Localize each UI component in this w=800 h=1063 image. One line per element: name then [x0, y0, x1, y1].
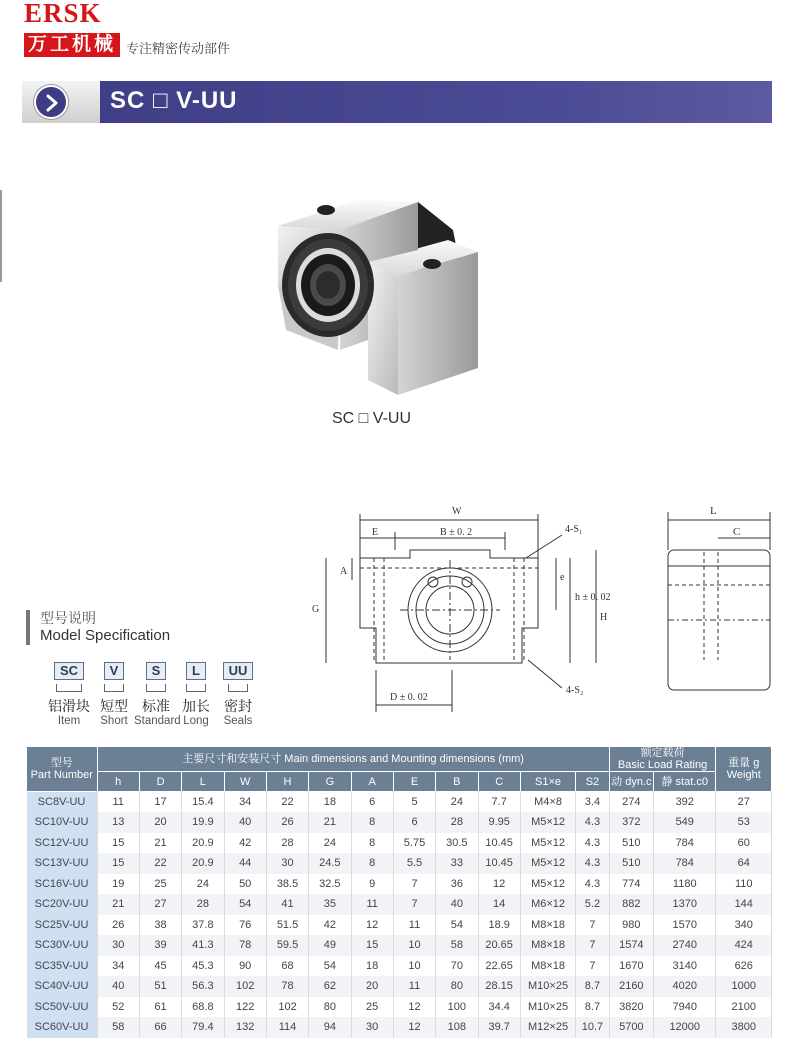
spec-code: UU [223, 662, 254, 680]
table-cell: 40 [97, 976, 139, 997]
spec-en: Standard [134, 715, 181, 727]
table-cell: 21 [309, 812, 351, 833]
table-cell: 25 [139, 874, 181, 895]
table-row [27, 853, 772, 874]
table-cell: 15 [97, 853, 139, 874]
table-row [27, 1017, 772, 1038]
table-cell: 1180 [654, 874, 716, 895]
dim-label-w: W [452, 506, 462, 517]
column-header: A [351, 772, 393, 792]
model-spec-heading-en: Model Specification [40, 627, 171, 644]
table-cell: 114 [266, 1017, 308, 1038]
table-cell: M12×25 [520, 1017, 575, 1038]
table-cell: 6 [351, 792, 393, 813]
part-number-cell: SC16V-UU [27, 874, 98, 895]
table-cell: 24 [436, 792, 478, 813]
product-caption: SC □ V-UU [332, 410, 412, 427]
table-cell: 14 [478, 894, 520, 915]
table-cell: 30.5 [436, 833, 478, 854]
part-number-cell: SC60V-UU [27, 1017, 98, 1038]
divider [0, 190, 2, 282]
table-cell: 20 [139, 812, 181, 833]
table-cell: 4.3 [576, 812, 609, 833]
table-row [27, 915, 772, 936]
spec-item-uu [220, 662, 256, 727]
table-cell: 13 [97, 812, 139, 833]
table-cell: 44 [224, 853, 266, 874]
column-header: H [266, 772, 308, 792]
table-cell: 59.5 [266, 935, 308, 956]
table-cell: 774 [609, 874, 653, 895]
table-cell: 79.4 [182, 1017, 224, 1038]
table-cell: 28.15 [478, 976, 520, 997]
table-cell: 108 [436, 1017, 478, 1038]
weight-header-cn: 重量 g [728, 757, 760, 769]
table-cell: M5×12 [520, 812, 575, 833]
table-row [27, 833, 772, 854]
spec-en: Short [100, 715, 128, 727]
table-cell: 20.9 [182, 833, 224, 854]
table-cell: 28 [266, 833, 308, 854]
dim-label-h: h ± 0. 02 [575, 592, 611, 603]
arrow-right-icon [34, 85, 68, 119]
page-title: SC □ V-UU [110, 87, 238, 114]
part-number-cell: SC35V-UU [27, 956, 98, 977]
spec-bracket [56, 684, 82, 692]
table-cell: 9.95 [478, 812, 520, 833]
table-cell: 5 [393, 792, 435, 813]
table-cell: 78 [266, 976, 308, 997]
table-cell: 12 [393, 997, 435, 1018]
table-cell: 3.4 [576, 792, 609, 813]
table-cell: 34.4 [478, 997, 520, 1018]
dim-label-s2: 4-S₂ [566, 685, 584, 696]
table-cell: 41.3 [182, 935, 224, 956]
table-cell: 53 [716, 812, 772, 833]
table-row [27, 976, 772, 997]
table-cell: 392 [654, 792, 716, 813]
side-view-drawing [660, 500, 780, 700]
table-cell: 1370 [654, 894, 716, 915]
table-cell: 35 [309, 894, 351, 915]
part-number-cell: SC50V-UU [27, 997, 98, 1018]
table-cell: 784 [654, 853, 716, 874]
table-cell: 38 [139, 915, 181, 936]
model-spec-heading-cn: 型号说明 [40, 610, 96, 626]
spec-bracket [104, 684, 124, 692]
table-cell: M10×25 [520, 976, 575, 997]
table-cell: 4020 [654, 976, 716, 997]
table-cell: 4.3 [576, 853, 609, 874]
dim-label-l: L [710, 505, 717, 517]
table-cell: 50 [224, 874, 266, 895]
table-cell: 7940 [654, 997, 716, 1018]
table-cell: M6×12 [520, 894, 575, 915]
part-number-cell: SC20V-UU [27, 894, 98, 915]
table-cell: M5×12 [520, 833, 575, 854]
table-cell: 510 [609, 853, 653, 874]
table-cell: M8×18 [520, 956, 575, 977]
table-row [27, 792, 772, 813]
weight-header [716, 747, 772, 792]
table-cell: 58 [436, 935, 478, 956]
table-row [27, 812, 772, 833]
spec-en: Long [183, 715, 209, 727]
spec-bracket [146, 684, 166, 692]
table-cell: 274 [609, 792, 653, 813]
spec-en: Seals [223, 715, 253, 727]
front-view-drawing [300, 500, 630, 715]
table-cell: 1670 [609, 956, 653, 977]
column-header: D [139, 772, 181, 792]
table-cell: M8×18 [520, 935, 575, 956]
table-cell: 64 [716, 853, 772, 874]
spec-item-l [180, 662, 212, 727]
spec-item-s [134, 662, 181, 727]
table-cell: 102 [224, 976, 266, 997]
dim-label-g: G [312, 604, 320, 615]
table-cell: 56.3 [182, 976, 224, 997]
table-cell: 54 [436, 915, 478, 936]
table-cell: 61 [139, 997, 181, 1018]
spec-bracket [228, 684, 248, 692]
table-cell: 6 [393, 812, 435, 833]
table-cell: 1000 [716, 976, 772, 997]
table-cell: 27 [716, 792, 772, 813]
table-row [27, 997, 772, 1018]
table-cell: 39.7 [478, 1017, 520, 1038]
table-cell: 25 [351, 997, 393, 1018]
table-cell: 76 [224, 915, 266, 936]
table-cell: M5×12 [520, 853, 575, 874]
column-header: 静 stat.c0 [654, 772, 716, 792]
table-cell: 78 [224, 935, 266, 956]
column-header: E [393, 772, 435, 792]
dim-label-a: A [340, 566, 348, 577]
part-number-cell: SC40V-UU [27, 976, 98, 997]
table-cell: 340 [716, 915, 772, 936]
load-header-cn: 额定载荷 [640, 747, 685, 759]
table-cell: 68 [266, 956, 308, 977]
table-cell: 68.8 [182, 997, 224, 1018]
dim-label-c: C [733, 526, 741, 538]
table-cell: 980 [609, 915, 653, 936]
table-cell: 19.9 [182, 812, 224, 833]
table-cell: 882 [609, 894, 653, 915]
dim-label-s1: 4-S₁ [565, 524, 583, 535]
table-cell: 54 [224, 894, 266, 915]
table-cell: 10 [393, 956, 435, 977]
table-cell: 4.3 [576, 833, 609, 854]
table-cell: 7 [576, 956, 609, 977]
spec-cn: 加长 [182, 698, 210, 714]
table-cell: 51.5 [266, 915, 308, 936]
table-row [27, 956, 772, 977]
model-spec-heading [26, 610, 170, 645]
table-cell: 7.7 [478, 792, 520, 813]
table-cell: 45.3 [182, 956, 224, 977]
table-cell: 21 [97, 894, 139, 915]
part-number-cell: SC8V-UU [27, 792, 98, 813]
table-cell: 41 [266, 894, 308, 915]
table-cell: 19 [97, 874, 139, 895]
table-cell: 626 [716, 956, 772, 977]
column-header: C [478, 772, 520, 792]
spec-en: Item [57, 715, 81, 727]
table-cell: 15.4 [182, 792, 224, 813]
spec-code: SC [54, 662, 84, 680]
spec-bracket [186, 684, 206, 692]
column-header: L [182, 772, 224, 792]
spec-code: S [146, 662, 167, 680]
table-cell: 51 [139, 976, 181, 997]
column-header: S1×e [520, 772, 575, 792]
table-cell: 11 [393, 915, 435, 936]
spec-item-v [98, 662, 130, 727]
table-cell: 24.5 [309, 853, 351, 874]
table-cell: 2100 [716, 997, 772, 1018]
table-cell: 11 [97, 792, 139, 813]
table-cell: 22 [139, 853, 181, 874]
table-cell: 18 [351, 956, 393, 977]
table-cell: 70 [436, 956, 478, 977]
table-cell: 24 [182, 874, 224, 895]
brand-name: ERSK [24, 0, 102, 28]
table-cell: 28 [436, 812, 478, 833]
table-row [27, 935, 772, 956]
table-cell: 26 [266, 812, 308, 833]
table-cell: 510 [609, 833, 653, 854]
table-cell: 60 [716, 833, 772, 854]
product-image [268, 190, 488, 395]
table-cell: 11 [393, 976, 435, 997]
table-cell: 132 [224, 1017, 266, 1038]
table-cell: 5.2 [576, 894, 609, 915]
table-cell: 42 [224, 833, 266, 854]
title-bar [22, 81, 772, 123]
column-header: B [436, 772, 478, 792]
dim-label-e: E [372, 527, 379, 538]
part-number-cell: SC12V-UU [27, 833, 98, 854]
table-cell: 90 [224, 956, 266, 977]
table-cell: 7 [393, 894, 435, 915]
table-cell: 36 [436, 874, 478, 895]
column-header-row [27, 772, 772, 792]
spec-cn: 铝滑块 [48, 698, 90, 714]
table-cell: 4.3 [576, 874, 609, 895]
table-cell: 18 [309, 792, 351, 813]
column-header: h [97, 772, 139, 792]
column-header: W [224, 772, 266, 792]
table-cell: 80 [436, 976, 478, 997]
table-cell: 12 [393, 1017, 435, 1038]
table-cell: 8.7 [576, 997, 609, 1018]
dim-label-d: D ± 0. 02 [390, 692, 428, 703]
table-cell: 2740 [654, 935, 716, 956]
table-cell: 28 [182, 894, 224, 915]
table-cell: 80 [309, 997, 351, 1018]
table-cell: 20.9 [182, 853, 224, 874]
table-cell: 8 [351, 853, 393, 874]
table-cell: 122 [224, 997, 266, 1018]
table-cell: M8×18 [520, 915, 575, 936]
table-cell: 372 [609, 812, 653, 833]
load-header [609, 747, 716, 772]
table-cell: 12 [478, 874, 520, 895]
weight-header-en: Weight [726, 769, 761, 781]
table-cell: 424 [716, 935, 772, 956]
table-cell: 7 [576, 935, 609, 956]
load-header-en: Basic Load Rating [617, 759, 708, 771]
part-number-header [27, 747, 98, 792]
table-cell: 3140 [654, 956, 716, 977]
part-number-cell: SC13V-UU [27, 853, 98, 874]
table-cell: 17 [139, 792, 181, 813]
table-cell: 34 [224, 792, 266, 813]
table-cell: 8 [351, 833, 393, 854]
table-cell: 18.9 [478, 915, 520, 936]
table-cell: 30 [97, 935, 139, 956]
table-cell: 37.8 [182, 915, 224, 936]
spec-cn: 短型 [100, 698, 128, 714]
table-cell: 5700 [609, 1017, 653, 1038]
table-body [27, 792, 772, 1038]
table-cell: 15 [97, 833, 139, 854]
table-cell: 66 [139, 1017, 181, 1038]
table-cell: 45 [139, 956, 181, 977]
part-number-cell: SC25V-UU [27, 915, 98, 936]
table-cell: 21 [139, 833, 181, 854]
column-header: 动 dyn.c [609, 772, 653, 792]
table-cell: 94 [309, 1017, 351, 1038]
table-cell: 12000 [654, 1017, 716, 1038]
table-cell: 39 [139, 935, 181, 956]
table-cell: 3820 [609, 997, 653, 1018]
table-cell: 5.75 [393, 833, 435, 854]
column-header: G [309, 772, 351, 792]
spec-cn: 标准 [142, 698, 170, 714]
column-header: S2 [576, 772, 609, 792]
table-cell: 3800 [716, 1017, 772, 1038]
part-number-header-cn: 型号 [50, 757, 73, 769]
table-cell: 7 [576, 915, 609, 936]
dim-label-b: B ± 0. 2 [440, 527, 473, 538]
table-cell: 58 [97, 1017, 139, 1038]
title-bar-left-cap [22, 81, 100, 123]
dim-label-h-upper: H [600, 612, 608, 623]
spec-table [26, 746, 772, 1038]
table-cell: 15 [351, 935, 393, 956]
part-number-cell: SC30V-UU [27, 935, 98, 956]
table-cell: 52 [97, 997, 139, 1018]
table-cell: 7 [393, 874, 435, 895]
table-cell: M10×25 [520, 997, 575, 1018]
table-row [27, 874, 772, 895]
dim-label-e-lower: e [560, 572, 565, 583]
brand-tagline: 专注精密传动部件 [126, 41, 231, 56]
dims-header: 主要尺寸和安装尺寸 Main dimensions and Mounting dimensions (mm) [97, 747, 609, 772]
table-cell: 10.45 [478, 853, 520, 874]
table-cell: 102 [266, 997, 308, 1018]
table-cell: 49 [309, 935, 351, 956]
table-cell: 5.5 [393, 853, 435, 874]
table-cell: 30 [351, 1017, 393, 1038]
table-row [27, 894, 772, 915]
table-cell: 2160 [609, 976, 653, 997]
table-cell: 26 [97, 915, 139, 936]
table-cell: 38.5 [266, 874, 308, 895]
table-cell: 1574 [609, 935, 653, 956]
spec-cn: 密封 [224, 698, 252, 714]
table-cell: 20.65 [478, 935, 520, 956]
table-cell: 10.7 [576, 1017, 609, 1038]
part-number-header-en: Part Number [30, 769, 93, 781]
table-cell: 100 [436, 997, 478, 1018]
table-cell: M4×8 [520, 792, 575, 813]
table-cell: 27 [139, 894, 181, 915]
table-cell: 11 [351, 894, 393, 915]
table-cell: 30 [266, 853, 308, 874]
table-cell: 42 [309, 915, 351, 936]
table-cell: 549 [654, 812, 716, 833]
table-cell: 20 [351, 976, 393, 997]
table-cell: 10.45 [478, 833, 520, 854]
table-cell: 40 [436, 894, 478, 915]
table-cell: M5×12 [520, 874, 575, 895]
table-cell: 9 [351, 874, 393, 895]
table-cell: 110 [716, 874, 772, 895]
brand-cn-name: 万工机械 [24, 33, 120, 57]
table-cell: 24 [309, 833, 351, 854]
spec-code: L [186, 662, 206, 680]
table-cell: 10 [393, 935, 435, 956]
table-cell: 22 [266, 792, 308, 813]
table-cell: 8.7 [576, 976, 609, 997]
brand-logo [24, 0, 231, 56]
table-cell: 62 [309, 976, 351, 997]
table-cell: 12 [351, 915, 393, 936]
table-cell: 8 [351, 812, 393, 833]
table-cell: 33 [436, 853, 478, 874]
table-cell: 40 [224, 812, 266, 833]
table-cell: 22.65 [478, 956, 520, 977]
table-cell: 784 [654, 833, 716, 854]
table-cell: 54 [309, 956, 351, 977]
table-cell: 34 [97, 956, 139, 977]
part-number-cell: SC10V-UU [27, 812, 98, 833]
spec-code: V [104, 662, 125, 680]
table-cell: 32.5 [309, 874, 351, 895]
table-cell: 1570 [654, 915, 716, 936]
spec-item-sc [46, 662, 92, 727]
table-cell: 144 [716, 894, 772, 915]
